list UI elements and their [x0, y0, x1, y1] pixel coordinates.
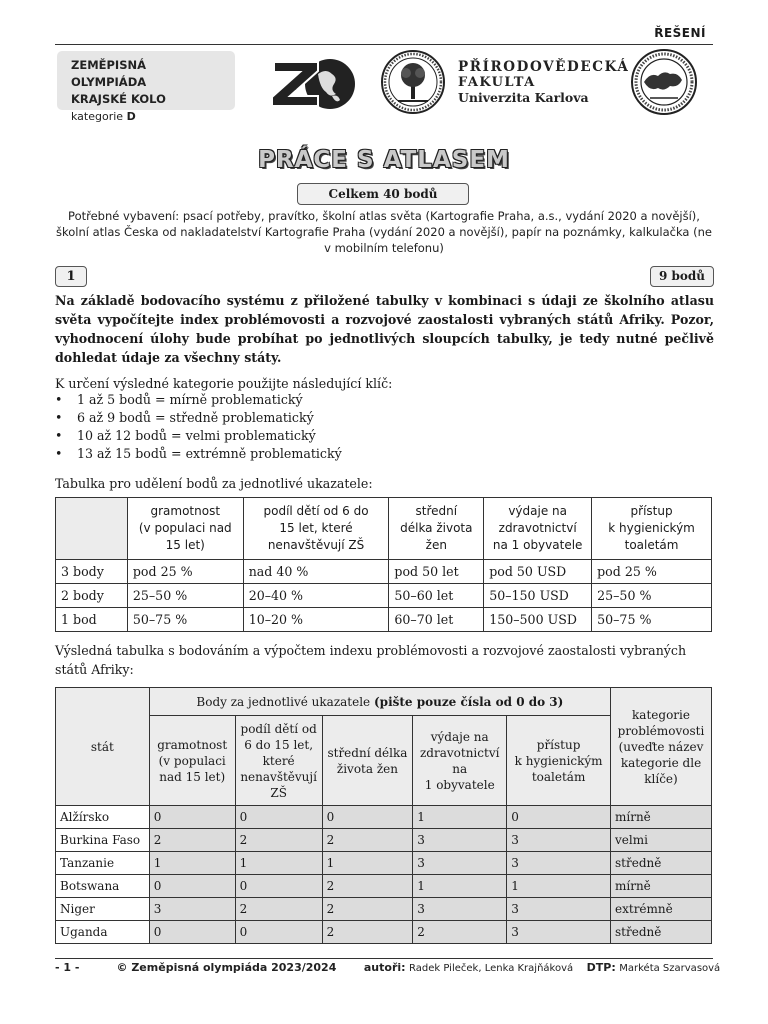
faculty-line-2: FAKULTA	[458, 75, 536, 90]
points-table	[55, 497, 712, 632]
table-row: Botswana 0 0 2 1 1 mírně	[56, 875, 712, 898]
table-header-blank	[56, 498, 128, 560]
list-item: • 1 až 5 bodů = mírně problematický	[55, 391, 342, 409]
result-table	[55, 687, 712, 944]
footer-rule	[55, 958, 713, 959]
sub-header-school-attendance: podíl dětí od 6 do 15 let, které nenavštěvují ZŠ	[235, 716, 322, 806]
page-title: PRÁCE S ATLASEM	[258, 147, 510, 173]
question-points-badge: 9 bodů	[650, 266, 714, 287]
table-header-literacy: gramotnost (v populaci nad 15 let)	[127, 498, 243, 560]
result-table-caption: Výsledná tabulka s bodováním a výpočtem indexu problémovosti a rozvojové zaostalosti vybraných států Afriky:	[55, 643, 687, 677]
equipment-note: Potřebné vybavení: psací potřeby, pravítko, školní atlas světa (Kartografie Praha, a.s., vydání 2020 a novější), školní atlas Česka od nakladatelství Kartografie Praha (vydání 2020 a novější), papír na poznámky, kalkulačka (ne v mobilním telefonu)	[56, 209, 712, 255]
sub-header-literacy: gramotnost (v populaci nad 15 let)	[149, 716, 235, 806]
indicator-group-header: Body za jednotlivé ukazatele (pište pouze čísla od 0 do 3)	[149, 688, 610, 716]
dtp-name: Markéta Szarvasová	[619, 963, 721, 974]
olympiad-box	[57, 51, 235, 123]
key-list	[55, 391, 342, 463]
university-seal-icon	[376, 49, 450, 115]
task-text: Na základě bodovacího systému z přiložené tabulky v kombinaci s údaji ze školního atlasu světa vypočítejte index problémovosti a rozvojové zaostalosti vybraných států Afriky. Pozor, vyhodnocení úlohy bude probíhat po jednotlivých sloupcích tabulky, je tedy nutné pečlivě dohledat údaje za všechny státy.	[55, 293, 714, 365]
header-rule	[55, 44, 713, 45]
sub-header-life-expectancy: střední délka života žen	[322, 716, 413, 806]
table-row: 2 body 25–50 % 20–40 % 50–60 let 50–150 USD 25–50 %	[56, 584, 712, 608]
authors-label: autoři:	[363, 961, 406, 974]
list-item: • 10 až 12 bodů = velmi problematický	[55, 427, 342, 445]
authors: Radek Pileček, Lenka Krajňáková	[409, 963, 574, 974]
olympiad-round: KRAJSKÉ KOLO	[71, 92, 166, 106]
list-item: • 13 až 15 bodů = extrémně problematický	[55, 445, 342, 463]
points-table-caption: Tabulka pro udělení bodů za jednotlivé ukazatele:	[55, 476, 373, 491]
footer	[55, 961, 730, 976]
table-row: Burkina Faso 2 2 2 3 3 velmi	[56, 829, 712, 852]
table-row: Tanzanie 1 1 1 3 3 středně	[56, 852, 712, 875]
table-header-health-spending: výdaje na zdravotnictví na 1 obyvatele	[484, 498, 592, 560]
table-row: Alžírsko 0 0 0 1 0 mírně	[56, 806, 712, 829]
table-row: 1 bod 50–75 % 10–20 % 60–70 let 150–500 USD 50–75 %	[56, 608, 712, 632]
svg-text:ZO: ZO	[295, 90, 297, 91]
table-header-school-attendance: podíl dětí od 6 do 15 let, které nenavštěvují ZŠ	[243, 498, 389, 560]
table-row: Niger 3 2 2 3 3 extrémně	[56, 898, 712, 921]
question-number-badge: 1	[55, 266, 87, 287]
sub-header-sanitation: přístup k hygienickým toaletám	[507, 716, 611, 806]
total-points-badge: Celkem 40 bodů	[297, 183, 469, 205]
table-header-row	[56, 498, 712, 560]
solution-label: ŘEŠENÍ	[654, 26, 706, 40]
copyright: © Zeměpisná olympiáda 2023/2024	[116, 961, 337, 974]
geographic-society-seal-icon	[626, 48, 702, 116]
state-header: stát	[56, 688, 150, 806]
table-header-sanitation: přístup k hygienickým toaletám	[592, 498, 712, 560]
list-item: • 6 až 9 bodů = středně problematický	[55, 409, 342, 427]
table-row: 3 body pod 25 % nad 40 % pod 50 let pod 50 USD pod 25 %	[56, 560, 712, 584]
table-header-life-expectancy: střední délka života žen	[389, 498, 484, 560]
faculty-line-1: PŘÍRODOVĚDECKÁ	[458, 59, 630, 75]
sub-header-health-spending: výdaje na zdravotnictví na 1 obyvatele	[413, 716, 507, 806]
dtp-label: DTP:	[586, 961, 616, 974]
olympiad-category: kategorie D	[71, 110, 136, 123]
category-header: kategorie problémovosti (uveďte název kategorie dle klíče)	[611, 688, 712, 806]
key-intro: K určení výsledné kategorie použijte následující klíč:	[55, 376, 393, 391]
faculty-name	[458, 60, 629, 105]
olympiad-name: ZEMĚPISNÁ OLYMPIÁDA	[71, 58, 147, 89]
table-row: Uganda 0 0 2 2 3 středně	[56, 921, 712, 944]
page-number: - 1 -	[55, 961, 80, 974]
faculty-line-3: Univerzita Karlova	[458, 90, 589, 105]
zo-logo-icon	[268, 52, 360, 112]
